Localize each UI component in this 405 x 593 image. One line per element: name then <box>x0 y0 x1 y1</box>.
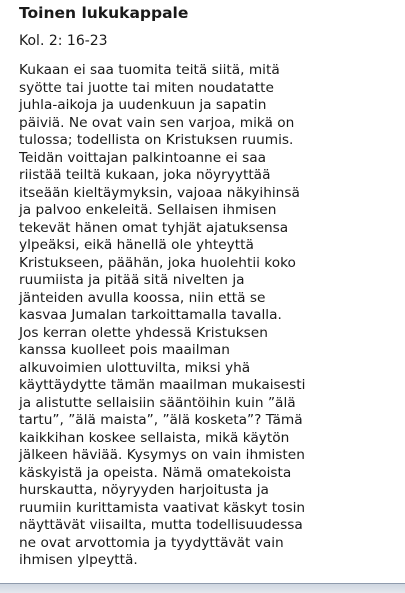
text-line: hurskautta, nöyryyden harjoitusta ja <box>19 482 269 498</box>
text-line: ne ovat arvottomia ja tyydyttävät vain <box>19 534 284 551</box>
text-line: päiviä. Ne ovat vain sen varjoa, mikä on <box>19 114 295 131</box>
text-line: Kristukseen, päähän, joka huolehtii koko <box>19 254 296 271</box>
text-line: Kukaan ei saa tuomita teitä siitä, mitä <box>19 62 280 78</box>
bottom-toolbar-edge <box>0 583 405 593</box>
text-line: juhla-aikoja ja uudenkuun ja sapatin <box>19 97 267 113</box>
reading-heading: Toinen lukukappale <box>19 4 189 22</box>
text-line: näyttävät viisailta, mutta todellisuudessa <box>19 517 303 533</box>
reading-text <box>19 62 404 570</box>
text-line: tekevät hänen omat tyhjät ajatuksensa <box>19 219 289 236</box>
text-line: ja palvoo enkeleitä. Sellaisen ihmisen <box>19 202 277 218</box>
text-line: ruumiin kurittamista vaativat käskyt tosin <box>19 499 306 516</box>
text-line: ruumiista ja pitää sitä nivelten ja <box>19 272 245 288</box>
text-line: tartu”, ”älä maista”, ”älä kosketa”? Tämä <box>19 412 303 428</box>
text-line: alkuvoimien ulottuvilta, miksi yhä <box>19 359 251 376</box>
text-line: riistää teiltä kukaan, joka nöyryyttää <box>19 167 271 183</box>
text-line: syötte tai juotte tai miten noudatatte <box>19 79 274 96</box>
text-line: ylpeäksi, eikä hänellä ole yhteyttä <box>19 237 254 253</box>
text-line: tulossa; todellista on Kristuksen ruumis. <box>19 132 294 148</box>
text-line: jänteiden avulla koossa, niin että se <box>19 289 266 306</box>
text-line: käyttäydytte tämän maailman mukaisesti <box>19 377 306 393</box>
text-line: käskyistä ja opeista. Nämä omatekoista <box>19 464 292 481</box>
scripture-reference: Kol. 2: 16-23 <box>19 33 108 49</box>
text-line: Teidän voittajan palkintoanne ei saa <box>19 149 266 166</box>
text-line: Jos kerran olette yhdessä Kristuksen <box>19 324 268 341</box>
text-line: ihmisen ylpeyttä. <box>19 552 138 568</box>
text-line: itseään kieltäymyksin, vajoaa näkyihinsä <box>19 184 300 201</box>
text-line: kaikkihan koskee sellaista, mikä käytön <box>19 429 290 446</box>
text-line: jälkeen häviää. Kysymys on vain ihmisten <box>19 447 305 463</box>
text-line: ja alistutte sellaisiin sääntöihin kuin ”älä <box>19 394 296 411</box>
text-line: kanssa kuolleet pois maailman <box>19 342 230 358</box>
text-line: kasvaa Jumalan tarkoittamalla tavalla. <box>19 307 282 323</box>
